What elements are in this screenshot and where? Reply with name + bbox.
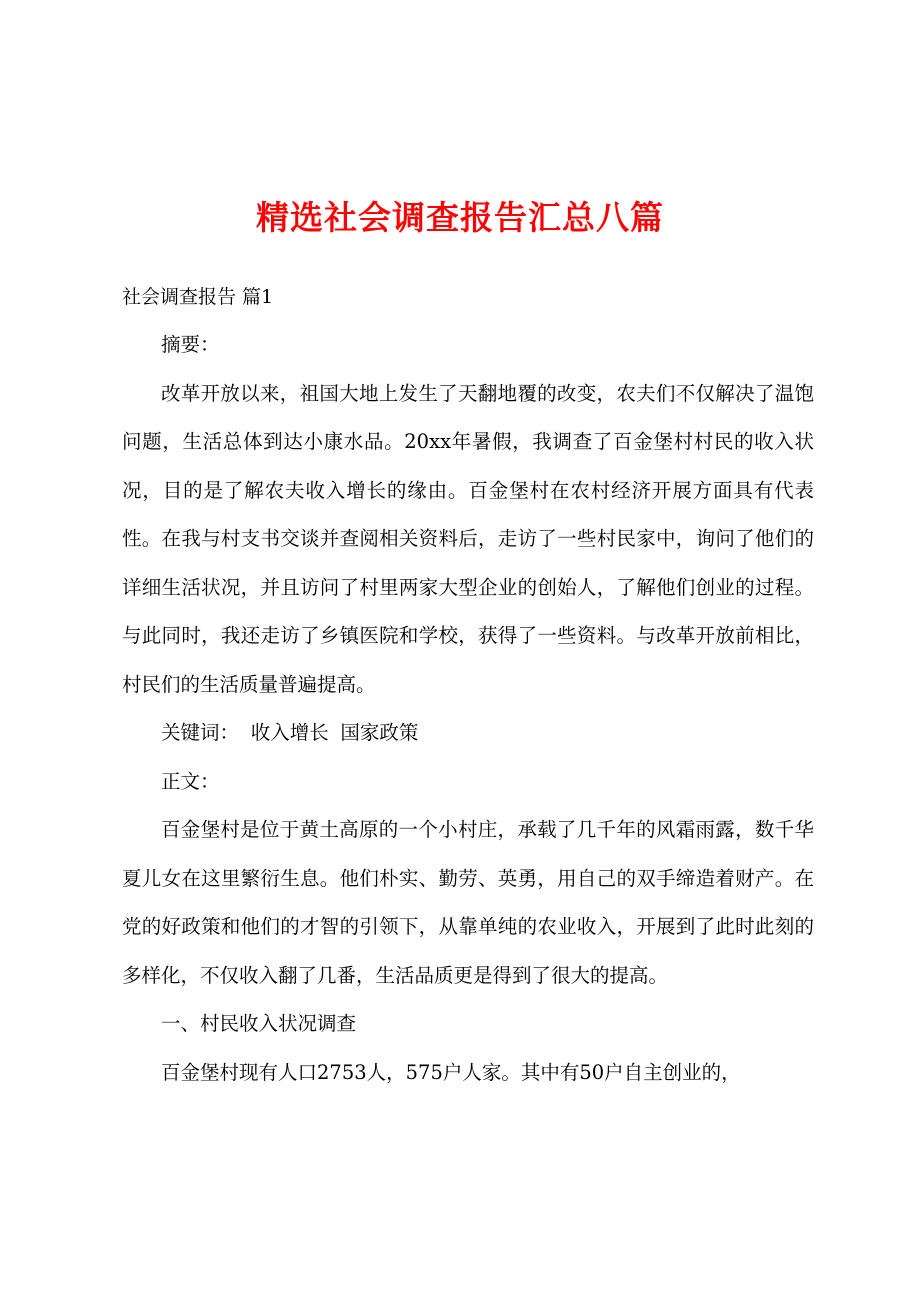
keyword: 收入增长 xyxy=(250,721,329,744)
subsection-heading: 一、村民收入状况调查 xyxy=(161,1012,357,1035)
body-label: 正文： xyxy=(161,769,220,793)
keywords-label: 关键词： xyxy=(161,721,240,744)
document-title: 精选社会调查报告汇总八篇 xyxy=(256,198,664,237)
abstract-paragraph: 改革开放以来，祖国大地上发生了天翻地覆的改变，农夫们不仅解决了温饱问题，生活总体到达小康水品。20xx年暑假，我调查了百金堡村村民的收入状况，目的是了解农夫收入增长的缘由。百金堡村在农村经济开展方面具有代表性。在我与村支书交谈并查阅相关资料后，走访了一些村民家中，询问了他们的详细生活状况，并且访问了村里两家大型企业的创始人，了解他们创业的过程。与此同时，我还走访了乡镇医院和学校，获得了一些资料。与改革开放前相比，村民们的生活质量普遍提高。 xyxy=(122,381,814,696)
section-heading: 社会调查报告 篇1 xyxy=(122,286,274,308)
abstract-label: 摘要： xyxy=(161,333,220,356)
keyword: 国家政策 xyxy=(340,721,419,744)
body-paragraph: 百金堡村是位于黄土高原的一个小村庄，承载了几千年的风霜雨露，数千华夏儿女在这里繁衍生息。他们朴实、勤劳、英勇，用自己的双手缔造着财产。在党的好政策和他们的才智的引领下，从靠单纯的农业收入，开展到了此时此刻的多样化，不仅收入翻了几番，生活品质更是得到了很大的提高。 xyxy=(122,818,814,987)
keywords-line xyxy=(122,709,814,758)
subsection-paragraph: 百金堡村现有人口2753人，575户人家。其中有50户自主创业的， xyxy=(161,1060,741,1084)
document-body xyxy=(122,321,814,1097)
